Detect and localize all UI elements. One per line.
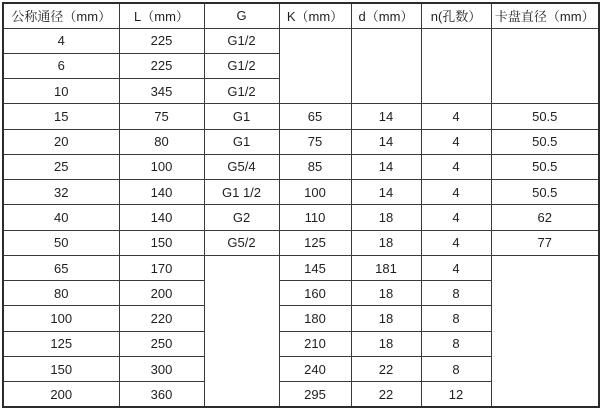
table-cell: 10 [3, 79, 119, 104]
table-cell [491, 255, 599, 407]
table-cell: 25 [3, 154, 119, 179]
table-cell: 50 [3, 230, 119, 255]
table-cell: 125 [3, 331, 119, 356]
table-cell: 100 [3, 306, 119, 331]
column-header: G [204, 3, 279, 28]
table-cell: 4 [421, 180, 491, 205]
table-cell: 15 [3, 104, 119, 129]
table-cell: 22 [351, 356, 421, 381]
table-cell: G1 [204, 104, 279, 129]
table-cell: 4 [421, 255, 491, 280]
table-row [3, 180, 599, 205]
column-header: K（mm） [279, 3, 351, 28]
table-cell: 75 [279, 129, 351, 154]
table-cell: 100 [119, 154, 204, 179]
table-cell: 18 [351, 205, 421, 230]
table-cell: 210 [279, 331, 351, 356]
table-cell: 200 [119, 281, 204, 306]
table-cell: 14 [351, 129, 421, 154]
table-cell: 345 [119, 79, 204, 104]
table-cell: G2 [204, 205, 279, 230]
table-cell: 180 [279, 306, 351, 331]
table-cell: 145 [279, 255, 351, 280]
table-cell: 14 [351, 104, 421, 129]
table-cell: 75 [119, 104, 204, 129]
table-cell: 125 [279, 230, 351, 255]
table-cell: 12 [421, 382, 491, 407]
table-cell: 140 [119, 205, 204, 230]
table-cell: 14 [351, 154, 421, 179]
column-header: n(孔数） [421, 3, 491, 28]
table-cell: 295 [279, 382, 351, 407]
table-cell: 80 [119, 129, 204, 154]
spec-table [2, 2, 600, 408]
table-cell [204, 255, 279, 407]
table-cell: 65 [279, 104, 351, 129]
spec-table-container [2, 2, 598, 408]
table-cell: G5/2 [204, 230, 279, 255]
table-row [3, 28, 599, 53]
table-row [3, 129, 599, 154]
table-cell: 18 [351, 331, 421, 356]
table-cell: 8 [421, 306, 491, 331]
table-cell: 50.5 [491, 104, 599, 129]
table-cell [351, 28, 421, 104]
table-cell: 14 [351, 180, 421, 205]
table-cell: G1/2 [204, 79, 279, 104]
table-cell: 150 [119, 230, 204, 255]
table-cell: 140 [119, 180, 204, 205]
table-cell: 8 [421, 281, 491, 306]
table-cell: G5/4 [204, 154, 279, 179]
column-header: d（mm） [351, 3, 421, 28]
table-cell: 181 [351, 255, 421, 280]
table-cell: 250 [119, 331, 204, 356]
table-cell: 240 [279, 356, 351, 381]
column-header: L（mm） [119, 3, 204, 28]
table-cell: 100 [279, 180, 351, 205]
table-cell [491, 28, 599, 104]
table-cell: 80 [3, 281, 119, 306]
table-cell: 50.5 [491, 154, 599, 179]
table-cell: 8 [421, 356, 491, 381]
table-cell: 50.5 [491, 180, 599, 205]
table-cell: 40 [3, 205, 119, 230]
table-cell: 32 [3, 180, 119, 205]
table-cell: 360 [119, 382, 204, 407]
table-body [3, 28, 599, 407]
table-cell: 200 [3, 382, 119, 407]
table-cell: 4 [421, 154, 491, 179]
table-row [3, 154, 599, 179]
table-cell [279, 28, 351, 104]
table-cell [421, 28, 491, 104]
table-cell: G1 1/2 [204, 180, 279, 205]
table-cell: 4 [421, 230, 491, 255]
table-cell: 18 [351, 230, 421, 255]
table-cell: 300 [119, 356, 204, 381]
table-cell: 225 [119, 53, 204, 78]
table-row [3, 104, 599, 129]
table-cell: 18 [351, 281, 421, 306]
table-cell: 4 [421, 205, 491, 230]
table-cell: 4 [3, 28, 119, 53]
table-cell: 65 [3, 255, 119, 280]
table-cell: 85 [279, 154, 351, 179]
table-cell: 170 [119, 255, 204, 280]
table-cell: G1/2 [204, 53, 279, 78]
table-cell: 8 [421, 331, 491, 356]
header-row [3, 3, 599, 28]
table-cell: G1/2 [204, 28, 279, 53]
table-cell: 4 [421, 129, 491, 154]
table-row [3, 255, 599, 280]
table-cell: 22 [351, 382, 421, 407]
table-cell: 62 [491, 205, 599, 230]
column-header: 公称通径（mm） [3, 3, 119, 28]
table-cell: 20 [3, 129, 119, 154]
table-cell: G1 [204, 129, 279, 154]
table-cell: 220 [119, 306, 204, 331]
table-cell: 18 [351, 306, 421, 331]
table-row [3, 205, 599, 230]
table-cell: 110 [279, 205, 351, 230]
table-cell: 50.5 [491, 129, 599, 154]
table-cell: 4 [421, 104, 491, 129]
table-row [3, 230, 599, 255]
table-cell: 150 [3, 356, 119, 381]
table-cell: 77 [491, 230, 599, 255]
column-header: 卡盘直径（mm） [491, 3, 599, 28]
table-cell: 6 [3, 53, 119, 78]
table-cell: 160 [279, 281, 351, 306]
table-cell: 225 [119, 28, 204, 53]
